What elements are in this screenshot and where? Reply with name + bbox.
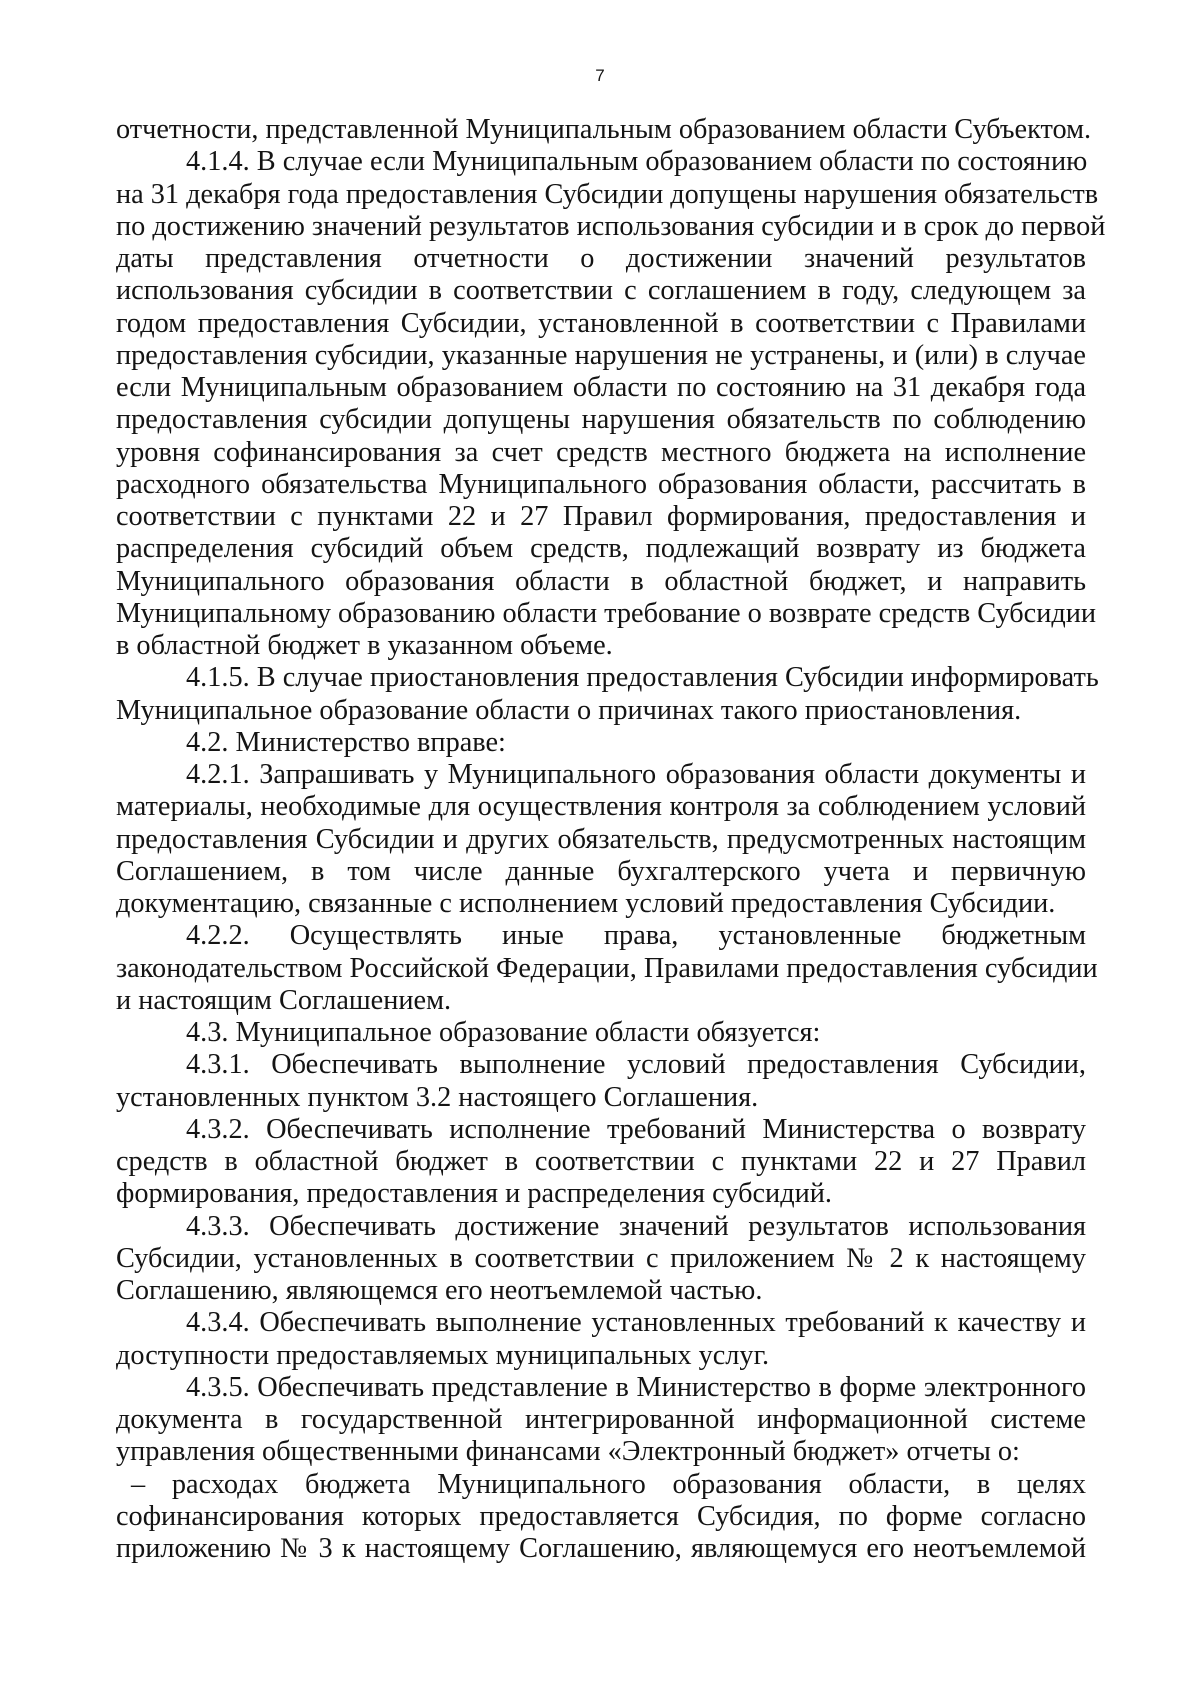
text-line: предоставления Субсидии и других обязательств, предусмотренных настоящим [116, 823, 1086, 855]
paragraph-4-3-4 [116, 1307, 1086, 1372]
text-line: Муниципального образования области в областной бюджет, и направить [116, 565, 1086, 597]
text-line: 4.2. Министерство вправе: [186, 726, 506, 758]
text-line: управления общественными финансами «Электронный бюджет» отчеты о: [116, 1436, 1020, 1468]
text-line: законодательством Российской Федерации, Правилами предоставления субсидии [116, 952, 1098, 984]
paragraph-4-2-2 [116, 920, 1098, 1017]
text-line: по достижению значений результатов использования субсидии и в срок до первой [116, 210, 1106, 242]
text-line: 4.2.2. Осуществлять иные права, установленные бюджетным [186, 920, 1086, 952]
text-line: – расходах бюджета Муниципального образования области, в целях [131, 1468, 1086, 1500]
paragraph-4-1-4 [116, 146, 1106, 662]
text-line: средств в областной бюджет в соответствии с пунктами 22 и 27 Правил [116, 1146, 1086, 1177]
text-line: даты представления отчетности о достижении значений результатов [116, 243, 1086, 274]
text-line: материалы, необходимые для осуществления контроля за соблюдением условий [116, 791, 1086, 823]
paragraph-4-3-5 [116, 1372, 1086, 1469]
paragraph-4-2 [116, 727, 1086, 759]
text-line: и настоящим Соглашением. [116, 984, 452, 1016]
paragraph-4-3 [116, 1017, 1086, 1049]
paragraph-4-3-2 [116, 1114, 1086, 1211]
text-line: формирования, предоставления и распределения субсидий. [116, 1178, 832, 1210]
text-line: Муниципальное образование области о причинах такого приостановления. [116, 694, 1022, 726]
text-line: если Муниципальным образованием области по состоянию на 31 декабря года [116, 372, 1086, 403]
text-line: расходного обязательства Муниципального образования области, рассчитать в [116, 468, 1086, 500]
paragraph-continuation [116, 114, 1092, 146]
text-line: в областной бюджет в указанном объеме. [116, 630, 613, 661]
text-line: 4.3.4. Обеспечивать выполнение установленных требований к качеству и [186, 1307, 1086, 1339]
text-line: Муниципальному образованию области требование о возврате средств Субсидии [116, 597, 1097, 629]
paragraph-4-3-1 [116, 1049, 1086, 1114]
text-line: Соглашением, в том числе данные бухгалтерского учета и первичную [116, 855, 1086, 887]
text-line: 4.1.4. В случае если Муниципальным образованием области по состоянию [186, 146, 1088, 178]
text-line: уровня софинансирования за счет средств местного бюджета на исполнение [116, 436, 1086, 468]
text-line: распределения субсидий объем средств, подлежащий возврату из бюджета [116, 533, 1086, 565]
text-line: 4.3.3. Обеспечивать достижение значений результатов использования [186, 1210, 1086, 1242]
text-line: доступности предоставляемых муниципальных услуг. [116, 1339, 770, 1371]
text-line: софинансирования которых предоставляется Субсидия, по форме согласно [116, 1500, 1086, 1532]
text-line: 4.3.1. Обеспечивать выполнение условий предоставления Субсидии, [186, 1049, 1086, 1081]
text-line: Соглашению, являющемся его неотъемлемой частью. [116, 1275, 763, 1306]
text-line: Субсидии, установленных в соответствии с приложением № 2 к настоящему [116, 1242, 1086, 1274]
page-number: 7 [595, 66, 605, 85]
paragraph-4-1-5 [116, 662, 1099, 727]
text-line: годом предоставления Субсидии, установленной в соответствии с Правилами [116, 307, 1086, 339]
text-line: 4.3.2. Обеспечивать исполнение требований Министерства о возврату [186, 1113, 1086, 1145]
paragraph-4-2-1 [116, 759, 1086, 920]
text-line: приложению № 3 к настоящему Соглашению, являющемуся его неотъемлемой [116, 1533, 1086, 1564]
paragraph-dash-item [116, 1469, 1086, 1566]
text-line: 4.1.5. В случае приостановления предоставления Субсидии информировать [186, 662, 1099, 694]
document-text [116, 114, 1106, 1565]
text-line: на 31 декабря года предоставления Субсидии допущены нарушения обязательств [116, 178, 1099, 210]
text-line: предоставления субсидии допущены нарушения обязательств по соблюдению [116, 404, 1086, 436]
text-line: 4.2.1. Запрашивать у Муниципального образования области документы и [186, 759, 1086, 790]
text-line: отчетности, представленной Муниципальным образованием области Субъектом. [116, 114, 1092, 145]
text-line: документа в государственной интегрированной информационной системе [116, 1404, 1086, 1435]
text-line: 4.3. Муниципальное образование области обязуется: [186, 1017, 821, 1048]
text-line: соответствии с пунктами 22 и 27 Правил формирования, предоставления и [116, 501, 1086, 532]
text-line: документацию, связанные с исполнением условий предоставления Субсидии. [116, 888, 1056, 919]
text-line: предоставления субсидии, указанные нарушения не устранены, и (или) в случае [116, 339, 1086, 371]
text-line: 4.3.5. Обеспечивать представление в Министерство в форме электронного [186, 1371, 1086, 1403]
paragraph-4-3-3 [116, 1211, 1086, 1308]
text-line: использования субсидии в соответствии с соглашением в году, следующем за [116, 275, 1086, 307]
text-line: установленных пунктом 3.2 настоящего Соглашения. [116, 1081, 759, 1113]
